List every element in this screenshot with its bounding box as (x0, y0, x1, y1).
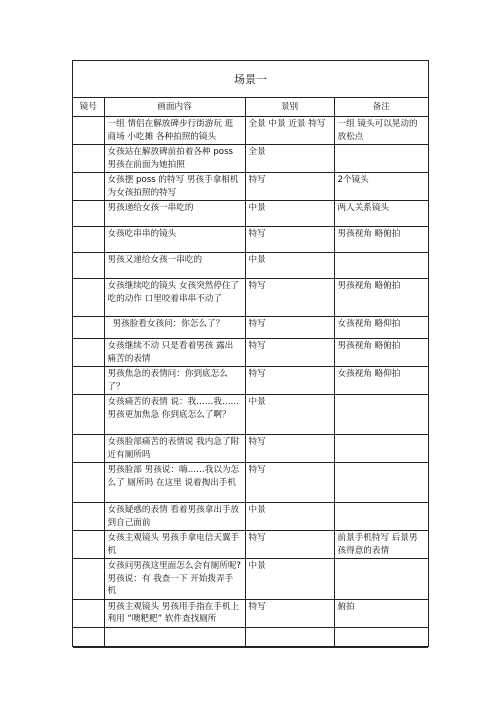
cell-shot-size: 特写 (245, 279, 334, 317)
table-row (73, 531, 428, 559)
cell-shot-number (73, 559, 104, 600)
cell-shot-size: 全景 中景 近景 特写 (245, 117, 334, 145)
table-row (73, 339, 428, 367)
cell-shot-size: 特写 (245, 339, 334, 367)
cell-content (104, 627, 245, 647)
cell-shot-size: 特写 (245, 463, 334, 503)
cell-notes: 女孩视角 略仰拍 (334, 367, 428, 395)
table-row (73, 395, 428, 435)
table-row (73, 599, 428, 627)
cell-shot-number (73, 117, 104, 145)
cell-notes: 男孩视角 略俯拍 (334, 279, 428, 317)
cell-shot-number (73, 463, 104, 503)
header-notes: 备注 (334, 98, 428, 117)
cell-shot-size (245, 627, 334, 647)
cell-content: 男孩主观镜头 男孩用手指在手机上利用 “噢粑粑” 软件查找厕所 (104, 599, 245, 627)
table-row (73, 201, 428, 227)
table-row (73, 145, 428, 173)
table-row (73, 463, 428, 503)
cell-shot-number (73, 227, 104, 253)
table-row (73, 173, 428, 201)
cell-notes (334, 559, 428, 600)
table-row (73, 227, 428, 253)
storyboard-rows (73, 117, 428, 648)
cell-notes (334, 435, 428, 463)
cell-notes: 男孩视角 略俯拍 (334, 339, 428, 367)
table-row (73, 503, 428, 531)
cell-shot-size: 特写 (245, 227, 334, 253)
cell-notes (334, 503, 428, 531)
cell-shot-number (73, 627, 104, 647)
cell-shot-number (73, 279, 104, 317)
cell-shot-size: 特写 (245, 599, 334, 627)
table-row (73, 117, 428, 145)
cell-shot-size: 特写 (245, 173, 334, 201)
cell-content: 女孩痛苦的表情 说：我……我…… 男孩更加焦急 你到底怎么了啊？ (104, 395, 245, 435)
cell-shot-size: 特写 (245, 317, 334, 339)
header-shot-size: 景别 (245, 98, 334, 117)
table-row (73, 279, 428, 317)
cell-content: 女孩吃串串的镜头 (104, 227, 245, 253)
cell-content: 女孩主观镜头 男孩手拿电信天翼手机 (104, 531, 245, 559)
header-content: 画面内容 (104, 98, 245, 117)
cell-notes (334, 253, 428, 279)
cell-shot-number (73, 201, 104, 227)
cell-shot-number (73, 395, 104, 435)
cell-shot-size: 中景 (245, 503, 334, 531)
cell-shot-number (73, 599, 104, 627)
cell-content: 女孩疑惑的表情 看着男孩拿出手放到自己面前 (104, 503, 245, 531)
cell-shot-size: 全景 (245, 145, 334, 173)
table-row (73, 627, 428, 647)
cell-content: 女孩继续吃的镜头 女孩突然停住了吃的动作 口里咬着串串不动了 (104, 279, 245, 317)
table-row (73, 367, 428, 395)
table-row (73, 559, 428, 600)
cell-shot-size: 中景 (245, 201, 334, 227)
header-row (73, 98, 428, 117)
cell-shot-number (73, 253, 104, 279)
cell-shot-size: 特写 (245, 435, 334, 463)
cell-notes: 2个镜头 (334, 173, 428, 201)
cell-content: 一组 情侣在解放碑步行街游玩 逛商场 小吃摊 各种拍照的镜头 (104, 117, 245, 145)
cell-content: 男孩脸部 男孩说：嗨……我以为怎么了 厕所吗 在这里 说着掏出手机 (104, 463, 245, 503)
cell-shot-size: 特写 (245, 367, 334, 395)
cell-content: 女孩站在解放碑前拍着各种 poss 男孩在前面为她拍照 (104, 145, 245, 173)
cell-shot-number (73, 173, 104, 201)
cell-content: 男孩脸看女孩问：你怎么了？ (104, 317, 245, 339)
cell-notes (334, 463, 428, 503)
cell-notes: 男孩视角 略俯拍 (334, 227, 428, 253)
table-row (73, 253, 428, 279)
cell-shot-number (73, 339, 104, 367)
table-row (73, 435, 428, 463)
cell-shot-size: 中景 (245, 559, 334, 600)
cell-notes (334, 627, 428, 647)
cell-content: 男孩焦急的表情问：你到底怎么了？ (104, 367, 245, 395)
cell-shot-number (73, 367, 104, 395)
cell-content: 女孩摆 poss 的特写 男孩手拿相机为女孩拍照的特写 (104, 173, 245, 201)
cell-notes (334, 395, 428, 435)
cell-notes: 俯拍 (334, 599, 428, 627)
cell-shot-number (73, 435, 104, 463)
cell-notes: 一组 镜头可以晃动的 放松点 (334, 117, 428, 145)
cell-shot-number (73, 145, 104, 173)
cell-notes: 前景手机特写 后景男孩得意的表情 (334, 531, 428, 559)
cell-content: 男孩递给女孩一串吃的 (104, 201, 245, 227)
scene-title: 场景一 (73, 61, 428, 98)
cell-content: 男孩又递给女孩一串吃的 (104, 253, 245, 279)
cell-shot-number (73, 531, 104, 559)
cell-content: 女孩问男孩这里面怎么会有厕所呢?男孩说：有 我查一下 开始拨弄手机 (104, 559, 245, 600)
table-row (73, 317, 428, 339)
cell-content: 女孩继续不动 只是看着男孩 露出痛苦的表情 (104, 339, 245, 367)
cell-shot-size: 特写 (245, 531, 334, 559)
header-shot-number: 镜号 (73, 98, 104, 117)
cell-notes (334, 145, 428, 173)
storyboard-table (73, 97, 428, 648)
cell-notes: 女孩视角 略仰拍 (334, 317, 428, 339)
cell-notes: 两人关系镜头 (334, 201, 428, 227)
cell-shot-size: 中景 (245, 395, 334, 435)
cell-shot-size: 中景 (245, 253, 334, 279)
cell-shot-number (73, 503, 104, 531)
cell-shot-number (73, 317, 104, 339)
storyboard-sheet (72, 60, 429, 647)
cell-content: 女孩脸部痛苦的表情说 我内急了附近有厕所吗 (104, 435, 245, 463)
